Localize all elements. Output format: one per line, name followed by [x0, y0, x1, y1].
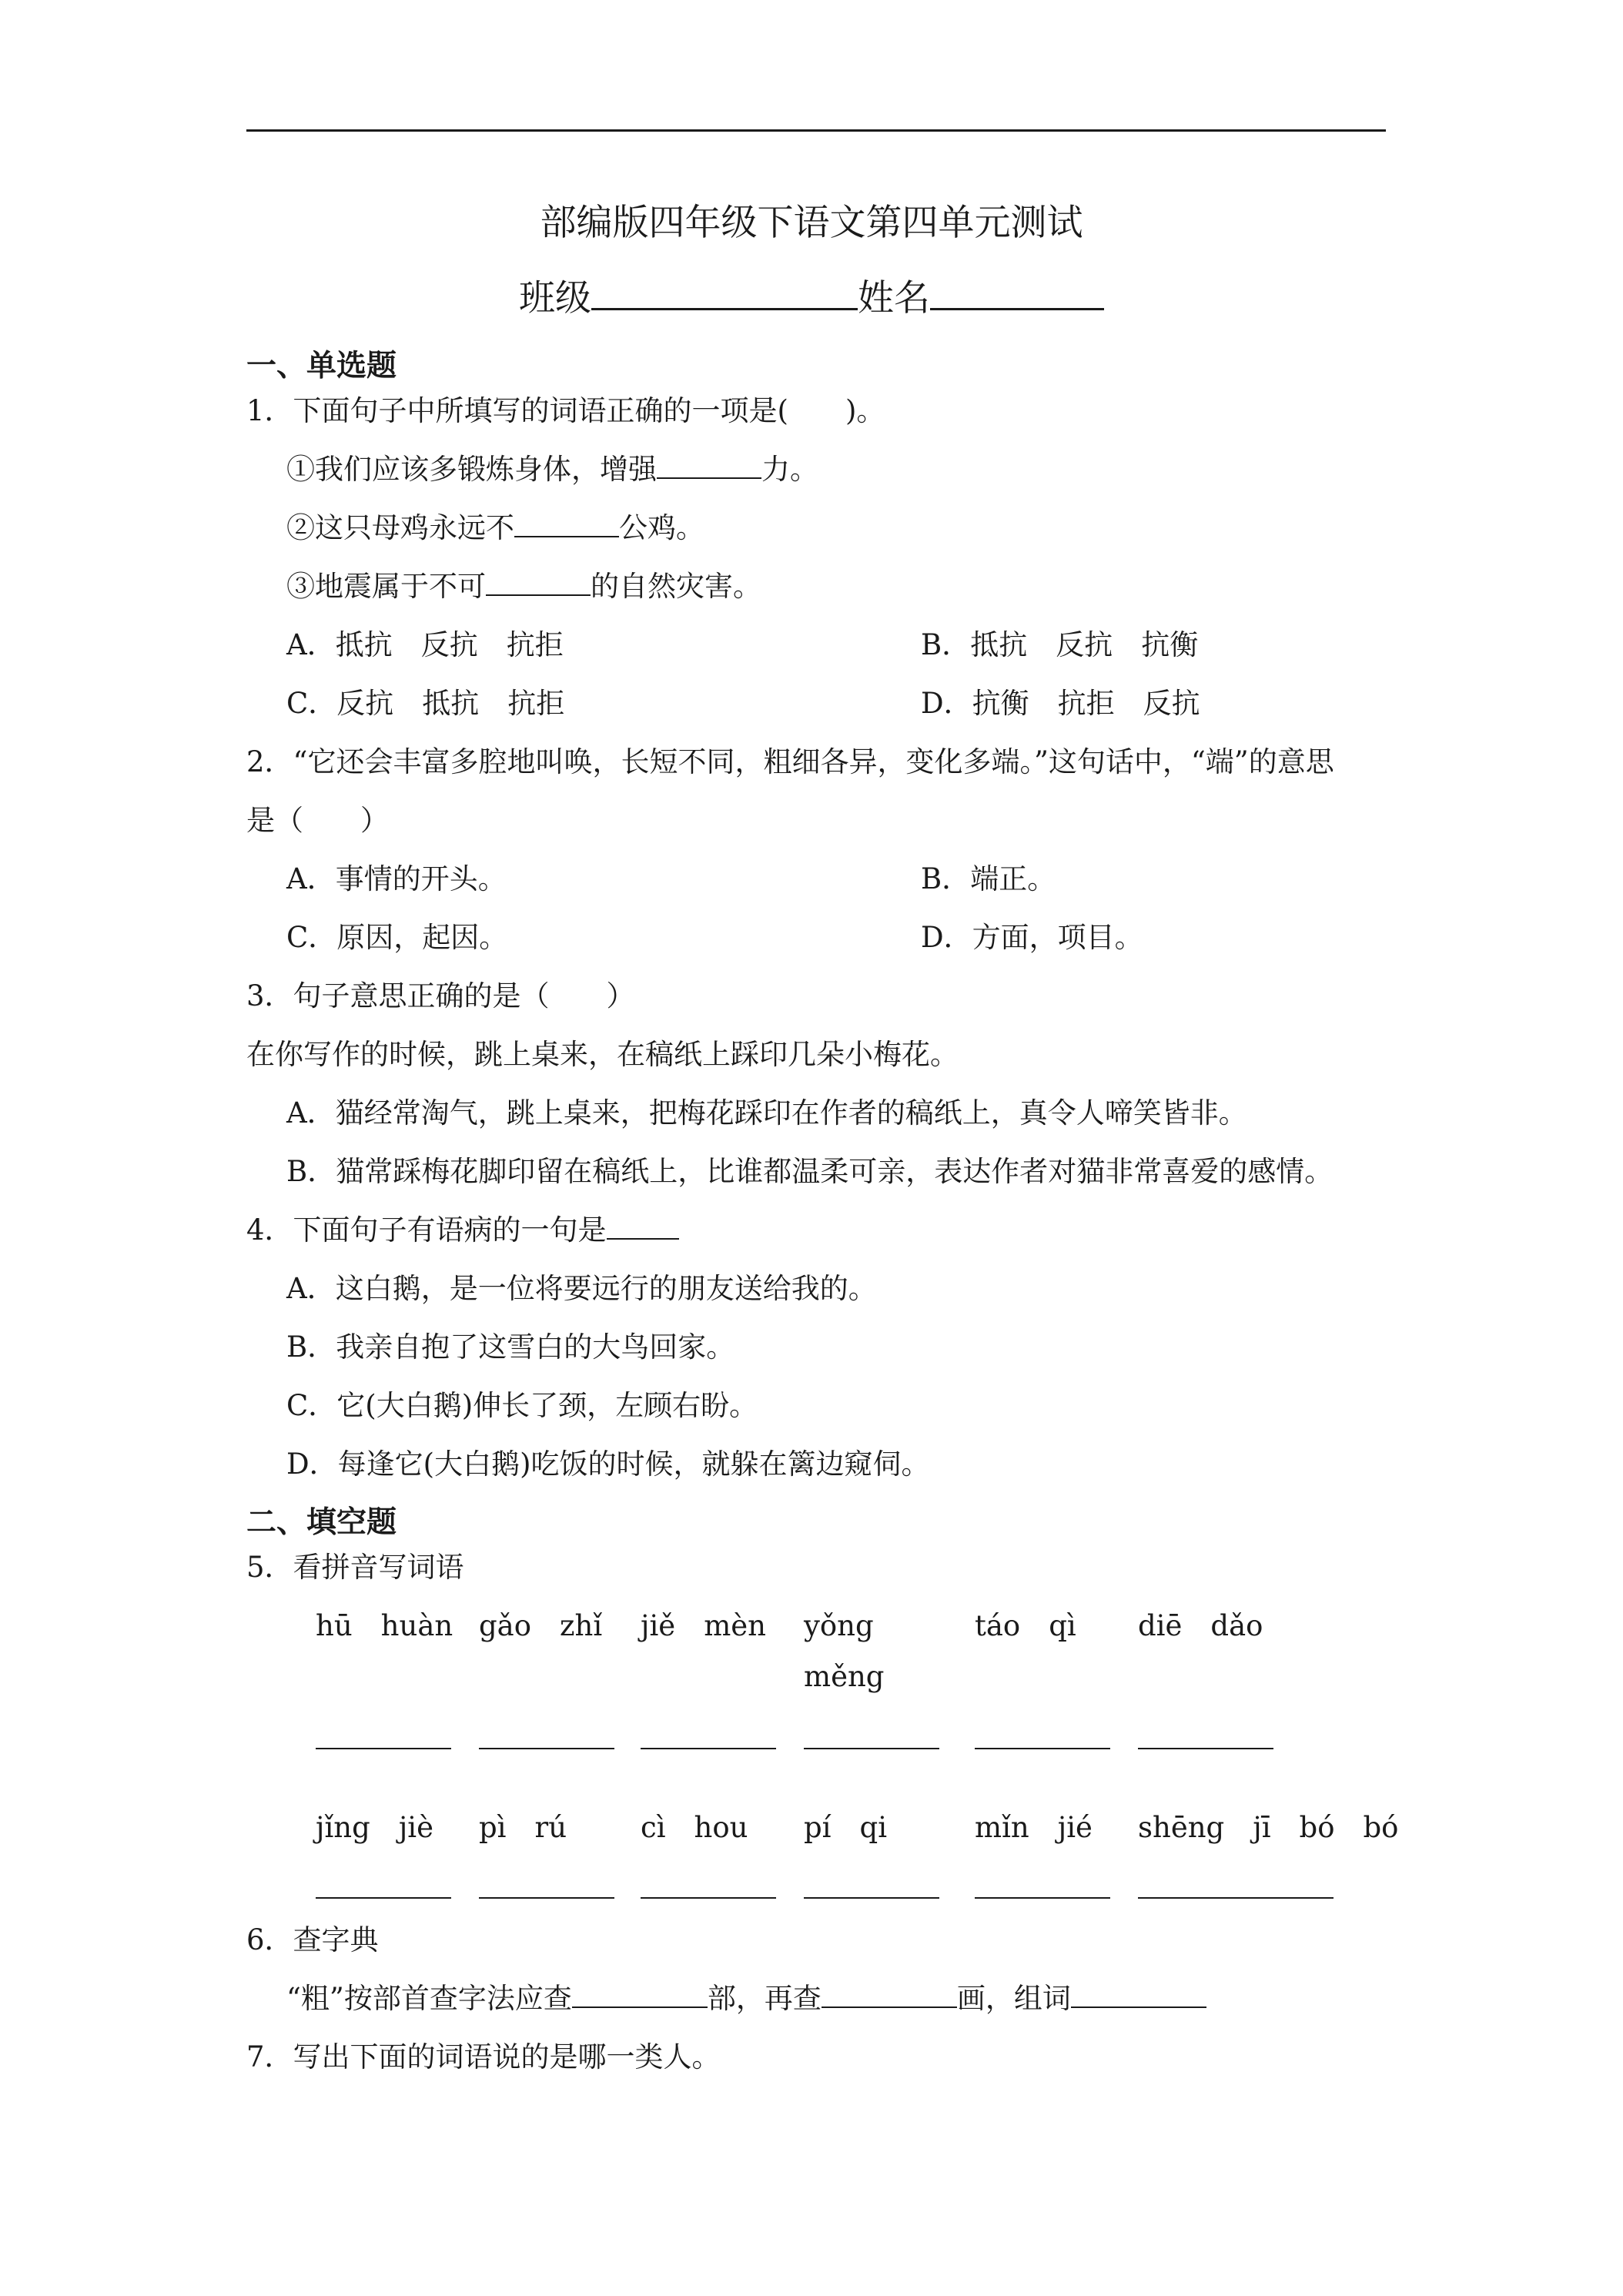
q1-blank-2[interactable] [514, 510, 619, 537]
pinyin-item: hū huàn [316, 1609, 453, 1642]
question-number: 6． [246, 1923, 293, 1956]
pinyin-item: diē dǎo [1138, 1609, 1263, 1642]
section-heading-single-choice: 一、单选题 [246, 349, 397, 383]
question-stem: 查字典 [293, 1923, 379, 1956]
question-2 [246, 744, 1334, 781]
q4-option-c[interactable]: C．它(大白鹅)伸长了颈，左顾右盼。 [286, 1389, 758, 1422]
pinyin-item-wrap: měng [804, 1660, 885, 1693]
answer-line[interactable] [1138, 1748, 1273, 1749]
question-stem: 句子意思正确的是（ ） [293, 979, 635, 1012]
question-stem: 写出下面的词语说的是哪一类人。 [293, 2040, 721, 2073]
question-2-line2: 是（ ） [246, 804, 389, 837]
q4-answer-blank[interactable] [607, 1212, 679, 1240]
pinyin-item: jǐng jiè [316, 1811, 434, 1844]
answer-line[interactable] [641, 1897, 776, 1899]
question-number: 2． [246, 745, 293, 778]
section-heading-fill-blank: 二、填空题 [246, 1505, 397, 1540]
question-7 [246, 2039, 721, 2076]
class-label: 班级 [519, 277, 591, 320]
answer-line[interactable] [804, 1748, 939, 1749]
q3-option-a[interactable]: A．猫经常淘气，跳上桌来，把梅花踩印在作者的稿纸上，真令人啼笑皆非。 [286, 1096, 1247, 1130]
q2-option-b[interactable]: B．端正。 [921, 862, 1056, 895]
q1-option-c[interactable]: C．反抗 抵抗 抗拒 [286, 687, 565, 720]
answer-line[interactable] [641, 1748, 776, 1749]
question-3 [246, 978, 635, 1015]
question-number: 1． [246, 394, 293, 427]
pinyin-item: gǎo zhǐ [479, 1609, 603, 1642]
q3-option-b[interactable]: B．猫常踩梅花脚印留在稿纸上，比谁都温柔可亲，表达作者对猫非常喜爱的感情。 [286, 1155, 1334, 1188]
q6-strokes-blank[interactable] [822, 1980, 957, 2008]
name-label: 姓名 [858, 277, 930, 320]
question-number: 5． [246, 1551, 293, 1584]
q1-sentence-2: ②这只母鸡永远不 公鸡。 [286, 511, 704, 544]
q1-option-b[interactable]: B．抵抗 反抗 抗衡 [921, 628, 1199, 661]
answer-line[interactable] [975, 1748, 1110, 1749]
header-rule [246, 129, 1386, 132]
answer-line[interactable] [975, 1897, 1110, 1899]
name-blank[interactable] [930, 274, 1104, 310]
q2-option-d[interactable]: D．方面，项目。 [921, 921, 1143, 954]
page-title: 部编版四年级下语文第四单元测试 [540, 202, 1083, 244]
question-4 [246, 1212, 679, 1249]
question-number: 4． [246, 1213, 293, 1247]
q4-option-d[interactable]: D．每逢它(大白鹅)吃饭的时候，就躲在篱边窥伺。 [286, 1448, 930, 1481]
q1-blank-1[interactable] [657, 451, 761, 479]
q6-radical-blank[interactable] [572, 1980, 708, 2008]
class-blank[interactable] [591, 274, 858, 310]
q2-option-a[interactable]: A．事情的开头。 [286, 862, 507, 895]
class-name-line [0, 274, 1623, 322]
pinyin-item: shēng jī bó bó [1138, 1811, 1399, 1844]
answer-line[interactable] [1138, 1897, 1334, 1899]
pinyin-item: pí qi [804, 1811, 888, 1844]
q6-prompt: “粗”按部首查字法应查 部，再查 画，组词 [286, 1980, 1206, 2017]
q1-sentence-3: ③地震属于不可 的自然灾害。 [286, 570, 761, 603]
pinyin-item: táo qì [975, 1609, 1076, 1642]
q4-option-b[interactable]: B．我亲自抱了这雪白的大鸟回家。 [286, 1330, 735, 1364]
answer-line[interactable] [316, 1748, 451, 1749]
question-number: 7． [246, 2040, 293, 2073]
q2-option-c[interactable]: C．原因，起因。 [286, 921, 508, 954]
pinyin-item: cì hou [641, 1811, 748, 1844]
q3-sentence: 在你写作的时候，跳上桌来，在稿纸上踩印几朵小梅花。 [246, 1038, 959, 1071]
pinyin-item: jiě mèn [641, 1609, 767, 1642]
answer-line[interactable] [479, 1748, 614, 1749]
question-stem: 下面句子中所填写的词语正确的一项是( )。 [293, 394, 885, 427]
question-stem: 看拼音写词语 [293, 1551, 464, 1584]
question-number: 3． [246, 979, 293, 1012]
question-1 [246, 393, 885, 430]
q1-sentence-1: ①我们应该多锻炼身体，增强 力。 [286, 453, 818, 486]
question-5 [246, 1549, 464, 1586]
q1-option-a[interactable]: A．抵抗 反抗 抗拒 [286, 628, 564, 661]
pinyin-item: mǐn jié [975, 1811, 1093, 1844]
pinyin-item: yǒng [804, 1609, 874, 1642]
pinyin-item: pì rú [479, 1811, 567, 1844]
question-stem: “它还会丰富多腔地叫唤，长短不同，粗细各异，变化多端。”这句话中，“端”的意思 [293, 745, 1334, 778]
question-stem: 下面句子有语病的一句是 [293, 1213, 607, 1247]
answer-line[interactable] [804, 1897, 939, 1899]
q1-option-d[interactable]: D．抗衡 抗拒 反抗 [921, 687, 1200, 720]
q4-option-a[interactable]: A．这白鹅，是一位将要远行的朋友送给我的。 [286, 1272, 877, 1305]
q1-blank-3[interactable] [486, 568, 591, 596]
q6-word-blank[interactable] [1071, 1980, 1206, 2008]
answer-line[interactable] [479, 1897, 614, 1899]
answer-line[interactable] [316, 1897, 451, 1899]
question-6 [246, 1922, 379, 1959]
